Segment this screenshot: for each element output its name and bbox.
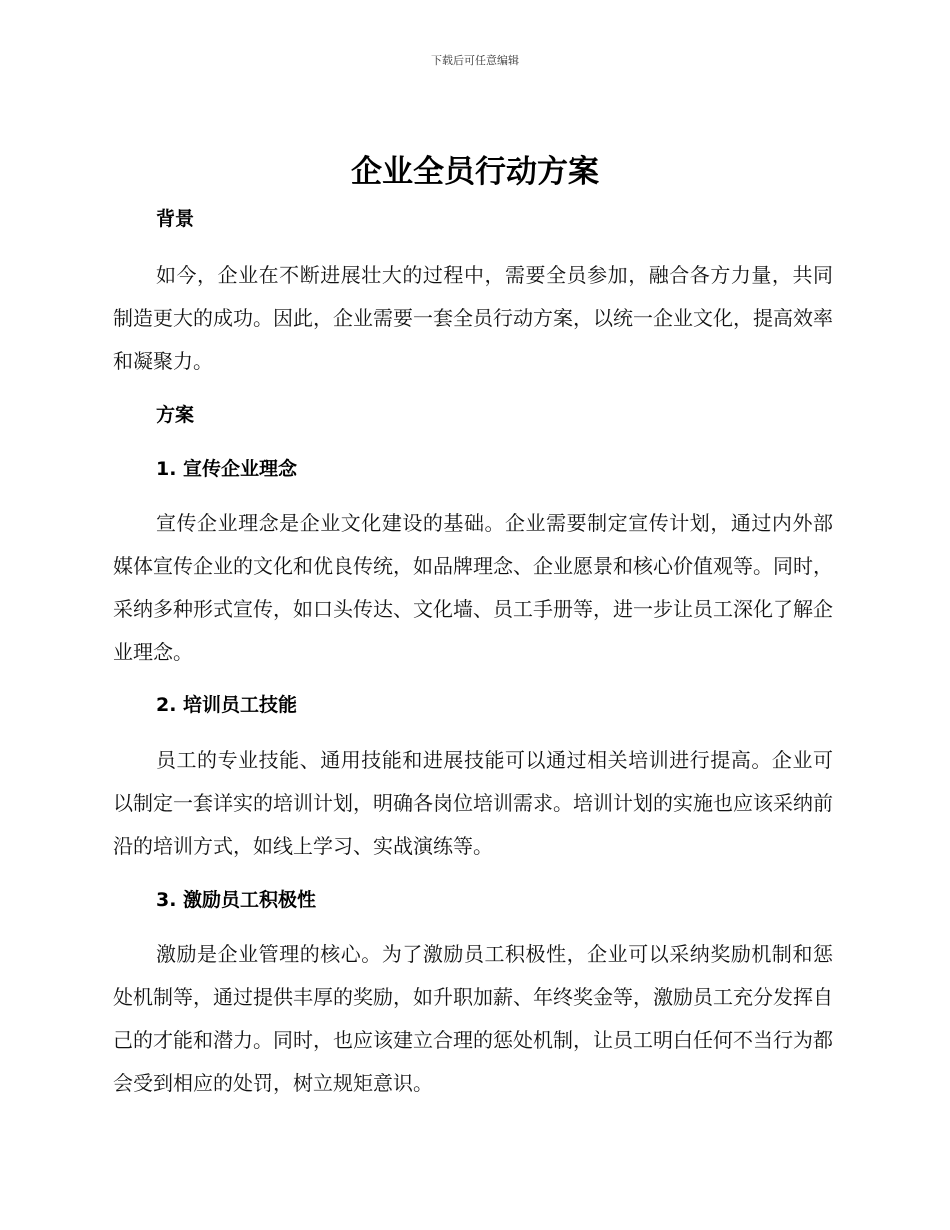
plan-item-paragraph-2: 员工的专业技能、通用技能和进展技能可以通过相关培训进行提高。企业可以制定一套详实的培训计划，明确各岗位培训需求。培训计划的实施也应该采纳前沿的培训方式，如线上学习、实战演练等。 (113, 748, 833, 858)
plan-item-heading-1: 1. 宣传企业理念 (156, 458, 298, 480)
background-paragraph: 如今，企业在不断进展壮大的过程中，需要全员参加，融合各方力量，共同制造更大的成功。因此，企业需要一套全员行动方案，以统一企业文化，提高效率和凝聚力。 (113, 263, 833, 373)
plan-item-heading-2: 2. 培训员工技能 (156, 694, 298, 716)
plan-item-paragraph-3: 激励是企业管理的核心。为了激励员工积极性，企业可以采纳奖励机制和惩处机制等，通过提供丰厚的奖励，如升职加薪、年终奖金等，激励员工充分发挥自己的才能和潜力。同时，也应该建立合理的惩处机制，让员工明白任何不当行为都会受到相应的处罚，树立规矩意识。 (113, 942, 833, 1095)
document-title: 企业全员行动方案 (351, 154, 599, 190)
plan-item-paragraph-1: 宣传企业理念是企业文化建设的基础。企业需要制定宣传计划，通过内外部媒体宣传企业的文化和优良传统，如品牌理念、企业愿景和核心价值观等。同时，采纳多种形式宣传，如口头传达、文化墙、员工手册等，进一步让员工深化了解企业理念。 (113, 511, 833, 664)
section-heading-background: 背景 (156, 208, 195, 230)
section-heading-plan: 方案 (156, 404, 195, 426)
page-header-note: 下载后可任意编辑 (431, 54, 519, 67)
plan-item-heading-3: 3. 激励员工积极性 (156, 889, 317, 911)
